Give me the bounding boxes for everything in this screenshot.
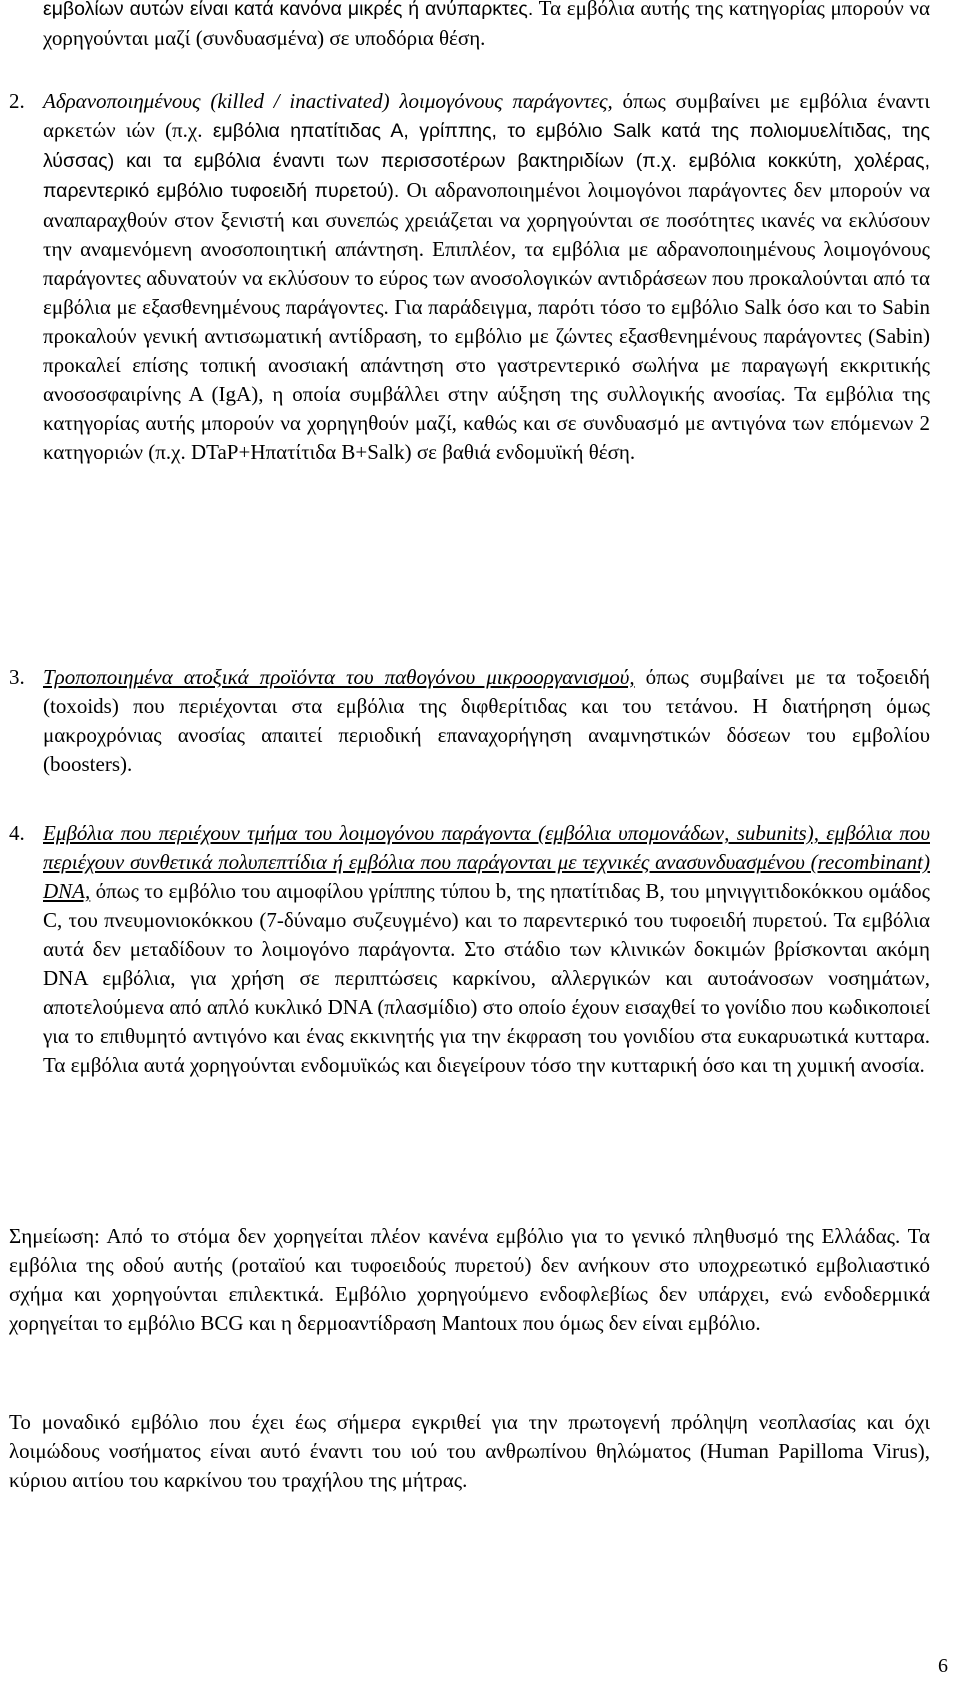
hpv-paragraph: Το μοναδικό εμβόλιο που έχει έως σήμερα εγκριθεί για την πρωτογενή πρόληψη νεοπλασίας και όχι λοιμώδους νοσήματος είναι αυτό έναντι του ιού του ανθρωπίνου θηλώματος (Human Papilloma Virus), κύριου αιτίου του καρκίνου του τραχήλου της μήτρας. <box>9 1410 930 1492</box>
item3-text: όπως συμβαίνει με τα τοξοειδή (toxoids) που περιέχονται στα εμβόλια της διφθερίτιδας και του τετάνου. Η διατήρηση όμως μακροχρόνιας ανοσίας απαιτεί περιοδική επαναχορήγηση αναμνηστικών δόσεων του εμβολίου (boosters). <box>43 665 931 776</box>
item1-text-b: Τα εμβόλια αυτής της κατηγορίας μπορούν να χορηγούνται μαζί (συνδυασμένα) σε υποδόρια θέση. <box>43 0 930 50</box>
item2-lead: Αδρανοποιημένους (killed / inactivated) λοιμογόνους παράγοντες, <box>43 89 613 113</box>
item4-number: 4. <box>9 821 25 845</box>
item3-paragraph <box>43 663 930 779</box>
item3-number: 3. <box>9 665 25 689</box>
note-paragraph: Σημείωση: Από το στόμα δεν χορηγείται πλέον κανένα εμβόλιο για το γενικό πληθυσμό της Ελλάδας. Τα εμβόλια της οδού αυτής (ροταϊού και τυφοειδούς πυρετού) δεν ανήκουν στο υποχρεωτικό εμβολιαστικό σχήμα και χορηγούνται επιλεκτικά. Εμβόλιο χορηγούμενο ενδοφλεβίως δεν υπάρχει, ενώ ενδοδερμικά χορηγείται το εμβόλιο BCG και η δερμοαντίδραση Mantoux που όμως δεν είναι εμβόλιο. <box>9 1224 930 1335</box>
item2-text-d: Επιπλέον, τα εμβόλια με αδρανοποιημένους λοιμογόνους παράγοντες αδυνατούν να εκλύσουν το εύρος των ανοσολογικών αντιδράσεων που προκαλούνται από τα εμβόλια με εξασθενημένους παράγοντες. <box>43 237 930 319</box>
item2-text-c: Οι αδρανοποιημένοι λοιμογόνοι παράγοντες δεν μπορούν να αναπαραχθούν στον ξενιστή και συνεπώς χρειάζεται να χορηγούνται σε ποσότητες ικανές να εκλύσουν την αναμενόμενη ανοσοποιητική απάντηση. <box>43 178 931 261</box>
item2-text-e: Για παράδειγμα, παρότι τόσο το εμβόλιο Salk όσο και το Sabin προκαλούν γενική αντισωματική αντίδραση, το εμβόλιο με ζώντες εξασθενημένους παράγοντες (Sabin) προκαλεί επίσης τοπική ανοσιακή απάντηση στο γαστρεντερικό σωλήνα με παραγωγή εκκριτικής ανοσοσφαιρίνης Α (IgA), η οποία συμβάλλει στην αύξηση της συλλογικής ανοσίας. Τα εμβόλια της κατηγορίας αυτής μπορούν να χορηγηθούν μαζί, καθώς και σε συνδυασμό με αντιγόνα των επόμενων 2 κατηγοριών (π.χ. DTaP+Ηπατίτιδα Β+Salk) σε βαθιά ενδομυϊκή θέση. <box>43 295 931 464</box>
item4-lead: Εμβόλια που περιέχουν τμήμα του λοιμογόνου παράγοντα (εμβόλια υπομονάδων, subunits), εμβόλια που περιέχουν συνθετικά πολυπεπτίδια ή εμβόλια που παράγονται με τεχνικές ανασυνδυασμένου (recombinant) DNA, <box>43 821 930 903</box>
item3-lead: Τροποποιημένα ατοξικά προϊόντα του παθογόνου μικροοργανισμού, <box>43 665 635 689</box>
page-number: 6 <box>938 1655 948 1677</box>
item2-number: 2. <box>9 89 25 113</box>
item2-paragraph <box>43 87 930 467</box>
item4-paragraph <box>43 819 930 1080</box>
item4-text: όπως το εμβόλιο του αιμοφίλου γρίππης τύπου b, της ηπατίτιδας Β, του μηνιγγιτιδοκόκκου ομάδος C, του πνευμονιοκόκκου (7-δύναμο συζευγμένο) και το παρεντερικό του τυφοειδή πυρετού. Τα εμβόλια αυτά δεν μεταδίδουν το λοιμογόνο παράγοντα. Στο στάδιο των κλινικών δοκιμών βρίσκονται ακόμη DNA εμβόλια, για χρήση σε περιπτώσεις καρκίνου, αλλεργικών και αυτοάνοσων νοσημάτων, αποτελούμενα από απλό κυκλικό DNA (πλασμίδιο) στο οποίο έχουν εισαχθεί το γονίδιο που κωδικοποιεί για το επιθυμητό αντιγόνο και ένας εκκινητής για την έκφραση του γονιδίου στα ευκαρυωτικά κυτταρα. Τα εμβόλια αυτά χορηγούνται ενδομυϊκώς και διεγείρουν τόσο την κυτταρική όσο και τη χυμική ανοσία. <box>43 879 930 1077</box>
item2-text-a: όπως συμβαίνει με εμβόλια έναντι αρκετών ιών (π.χ. <box>43 89 930 142</box>
item1-continuation <box>43 0 930 53</box>
item1-text-a: εμβολίων αυτών είναι κατά κανόνα μικρές ή ανύπαρκτες. <box>43 0 534 20</box>
item2-text-b: εμβόλια ηπατίτιδας Α, γρίππης, το εμβόλιο Salk κατά της πολιομυελίτιδας, της λύσσας) και τα εμβόλια έναντι των περισσοτέρων βακτηριδίων (π.χ. εμβόλια κοκκύτη, χολέρας, παρεντερικό εμβόλιο τυφοειδή πυρετού). <box>43 120 930 202</box>
